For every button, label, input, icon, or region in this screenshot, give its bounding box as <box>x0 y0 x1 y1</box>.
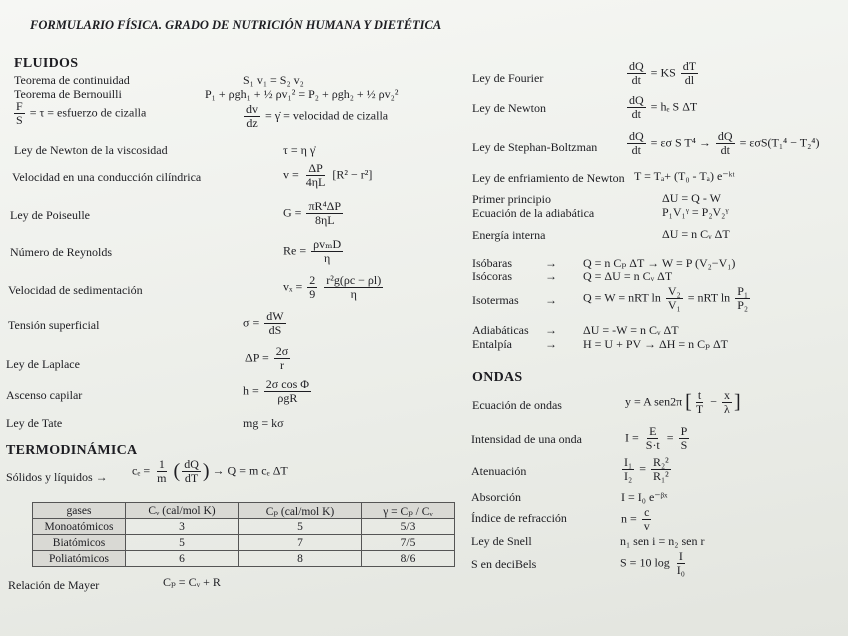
eq-enfriamiento: T = Tₐ+ (T₀ - Tₐ) e⁻ᵏᵗ <box>634 169 735 183</box>
eq-isotermas: Q = W = nRT ln $\frac{\text{V₂}}{\text{V₁}}$ = nRT ln $\frac{\text{P₁}}{\text{P₂}}$ <box>583 284 749 312</box>
label-isotermas: Isotermas <box>472 293 519 307</box>
section-termodinamica: TERMODINÁMICA <box>6 443 138 458</box>
cell-cv: 5 <box>126 535 239 551</box>
eq-laplace: ΔP = $\frac{2\sigma}{r}$ <box>245 344 289 372</box>
eq-newton: $\frac{dQ}{dt}$ = hₑ S ΔT <box>629 93 698 121</box>
table-row <box>33 551 455 567</box>
eq-snell: n₁ sen i = n₂ sen r <box>620 534 705 548</box>
cell-gamma: 5/3 <box>362 519 455 535</box>
label-poiseulle: Ley de Poiseulle <box>10 208 90 222</box>
header-cp: Cₚ (cal/mol K) <box>239 503 362 519</box>
eq-decibels: S = 10 log $\frac{I}{\text{I₀}}$ <box>620 549 685 577</box>
label-snell: Ley de Snell <box>471 534 532 548</box>
eq-intensidad-onda: I = $\frac{E}{S\cdot t}$ = $\frac{P}{S}$ <box>625 424 688 452</box>
label-intensidad-onda: Intensidad de una onda <box>471 432 582 446</box>
label-isobaras: Isóbaras <box>472 256 512 270</box>
gases-table <box>32 502 455 567</box>
section-fluidos: FLUIDOS <box>14 56 79 71</box>
eq-entalpia: H = U + PV → ΔH = n Cₚ ΔT <box>583 337 728 351</box>
eq-stephan-boltzman: $\frac{dQ}{dt}$ = εσ S T⁴ → $\frac{dQ}{dt}$ = εσS(T₁⁴ − T₂⁴) <box>629 129 820 157</box>
eq-adiabatica: P₁V₁ᵞ = P₂V₂ᵞ <box>662 205 729 219</box>
cell-gamma: 7/5 <box>362 535 455 551</box>
label-primer-principio: Primer principio <box>472 192 551 206</box>
cell-cp: 8 <box>239 551 362 567</box>
eq-energia-interna: ΔU = n Cᵥ ΔT <box>662 227 730 241</box>
eq-isocoras: Q = ΔU = n Cᵥ ΔT <box>583 269 673 283</box>
label-sedimentacion: Velocidad de sedimentación <box>8 283 143 297</box>
label-adiabaticas: Adiabáticas <box>472 323 529 337</box>
cell-gas: Monoatómicos <box>33 519 126 535</box>
eq-poiseulle: G = $\frac{\text{πR⁴ΔP}}{8\eta L}$ <box>283 199 342 227</box>
eq-absorcion: I = I₀ e⁻ᵝˣ <box>621 490 668 504</box>
cell-cp: 7 <box>239 535 362 551</box>
eq-fourier: $\frac{dQ}{dt}$ = KS $\frac{dT}{dl}$ <box>629 59 697 87</box>
label-atenuacion: Atenuación <box>471 464 527 478</box>
eq-mayer: Cₚ = Cᵥ + R <box>163 575 221 589</box>
label-isocoras: Isócoras <box>472 269 512 283</box>
label-solidos-liquidos: Sólidos y líquidos → <box>6 470 108 484</box>
arrow-entalpia: → <box>545 337 557 351</box>
gases-table-wrap <box>32 502 455 567</box>
eq-indice-refraccion: n = $\frac{c}{v}$ <box>621 505 650 533</box>
eq-adiabaticas: ΔU = -W = n Cᵥ ΔT <box>583 323 679 337</box>
eq-ecuacion-ondas: y = A sen2π [ $\frac{t}{T}$ − $\frac{x}{\lambda}$ ] <box>625 388 741 416</box>
label-indice-refraccion: Índice de refracción <box>471 511 567 525</box>
eq-atenuacion: $\frac{\text{I₁}}{\text{I₂}}$ = $\frac{\text{R₂²}}{\text{R₁²}}$ <box>624 455 669 483</box>
gases-table-header <box>33 503 455 519</box>
eq-velocidad-cilindrica: v = $\frac{\Delta P}{4\eta L}$ [R² − r²] <box>283 161 373 189</box>
eq-primer-principio: ΔU = Q - W <box>662 191 721 205</box>
label-ecuacion-ondas: Ecuación de ondas <box>472 398 562 412</box>
label-energia-interna: Energía interna <box>472 228 546 242</box>
label-laplace: Ley de Laplace <box>6 357 80 371</box>
label-decibels: S en deciBels <box>471 557 537 571</box>
label-tate: Ley de Tate <box>6 416 63 430</box>
header-cv: Cᵥ (cal/mol K) <box>126 503 239 519</box>
table-row <box>33 519 455 535</box>
label-entalpia: Entalpía <box>472 337 512 351</box>
label-adiabatica: Ecuación de la adiabática <box>472 206 595 220</box>
label-fourier: Ley de Fourier <box>472 71 544 85</box>
header-gamma: γ = Cₚ / Cᵥ <box>362 503 455 519</box>
eq-reynolds: Re = $\frac{\text{ρvₘD}}{\eta}$ <box>283 237 342 265</box>
cell-gamma: 8/6 <box>362 551 455 567</box>
eq-tate: mg = kσ <box>243 416 284 430</box>
cell-cp: 5 <box>239 519 362 535</box>
table-row <box>33 535 455 551</box>
eq-newton-viscosidad: τ = η γ̇ <box>283 143 316 157</box>
section-ondas: ONDAS <box>472 370 523 385</box>
eq-cizalla: $\frac{dv}{dz}$ = γ̇ = velocidad de cizalla <box>246 102 389 130</box>
eq-sedimentacion: vₓ = $\frac{2}{9}$ $\frac{\text{r²g(ρc − ρl)}}{\eta}$ <box>283 273 382 301</box>
eq-bernouilli: P₁ + ρgh₁ + ½ ρv₁² = P₂ + ρgh₂ + ½ ρv₂² <box>205 87 399 101</box>
arrow-isocoras: → <box>545 269 557 283</box>
label-mayer: Relación de Mayer <box>8 578 100 592</box>
label-stephan-boltzman: Ley de Stephan-Boltzman <box>472 140 598 154</box>
label-absorcion: Absorción <box>471 490 521 504</box>
label-enfriamiento: Ley de enfriamiento de Newton <box>472 171 625 185</box>
cell-gas: Biatómicos <box>33 535 126 551</box>
label-newton: Ley de Newton <box>472 101 546 115</box>
label-continuidad: Teorema de continuidad <box>14 73 130 87</box>
label-velocidad-cilindrica: Velocidad en una conducción cilíndrica <box>12 170 202 184</box>
eq-solidos-liquidos: cₑ = $\frac{1}{m}$ ( $\frac{dQ}{dT}$ ) → Q = m cₑ ΔT <box>132 457 288 485</box>
cell-cv: 3 <box>126 519 239 535</box>
arrow-isotermas: → <box>545 293 557 307</box>
sheet-title: FORMULARIO FÍSICA. GRADO DE NUTRICIÓN HUMANA Y DIETÉTICA <box>30 18 442 32</box>
label-cizalla: $\frac{F}{S}$ = τ = esfuerzo de cizalla <box>16 99 147 127</box>
label-tension-superficial: Tensión superficial <box>8 318 100 332</box>
eq-continuidad: S₁ v₁ = S₂ v₂ <box>243 73 304 87</box>
eq-isobaras: Q = n Cₚ ΔT → W = P (V₂−V₁) <box>583 256 736 270</box>
eq-ascenso-capilar: h = $\frac{\text{2σ cos Φ}}{\text{ρgR}}$ <box>243 377 310 405</box>
arrow-adiabaticas: → <box>545 323 557 337</box>
label-ascenso-capilar: Ascenso capilar <box>6 388 83 402</box>
eq-tension-superficial: σ = $\frac{dW}{dS}$ <box>243 309 284 337</box>
cell-gas: Poliatómicos <box>33 551 126 567</box>
header-gases: gases <box>33 503 126 519</box>
label-bernouilli: Teorema de Bernouilli <box>14 87 122 101</box>
label-newton-viscosidad: Ley de Newton de la viscosidad <box>14 143 168 157</box>
label-reynolds: Número de Reynolds <box>10 245 112 259</box>
cell-cv: 6 <box>126 551 239 567</box>
arrow-isobaras: → <box>545 256 557 270</box>
